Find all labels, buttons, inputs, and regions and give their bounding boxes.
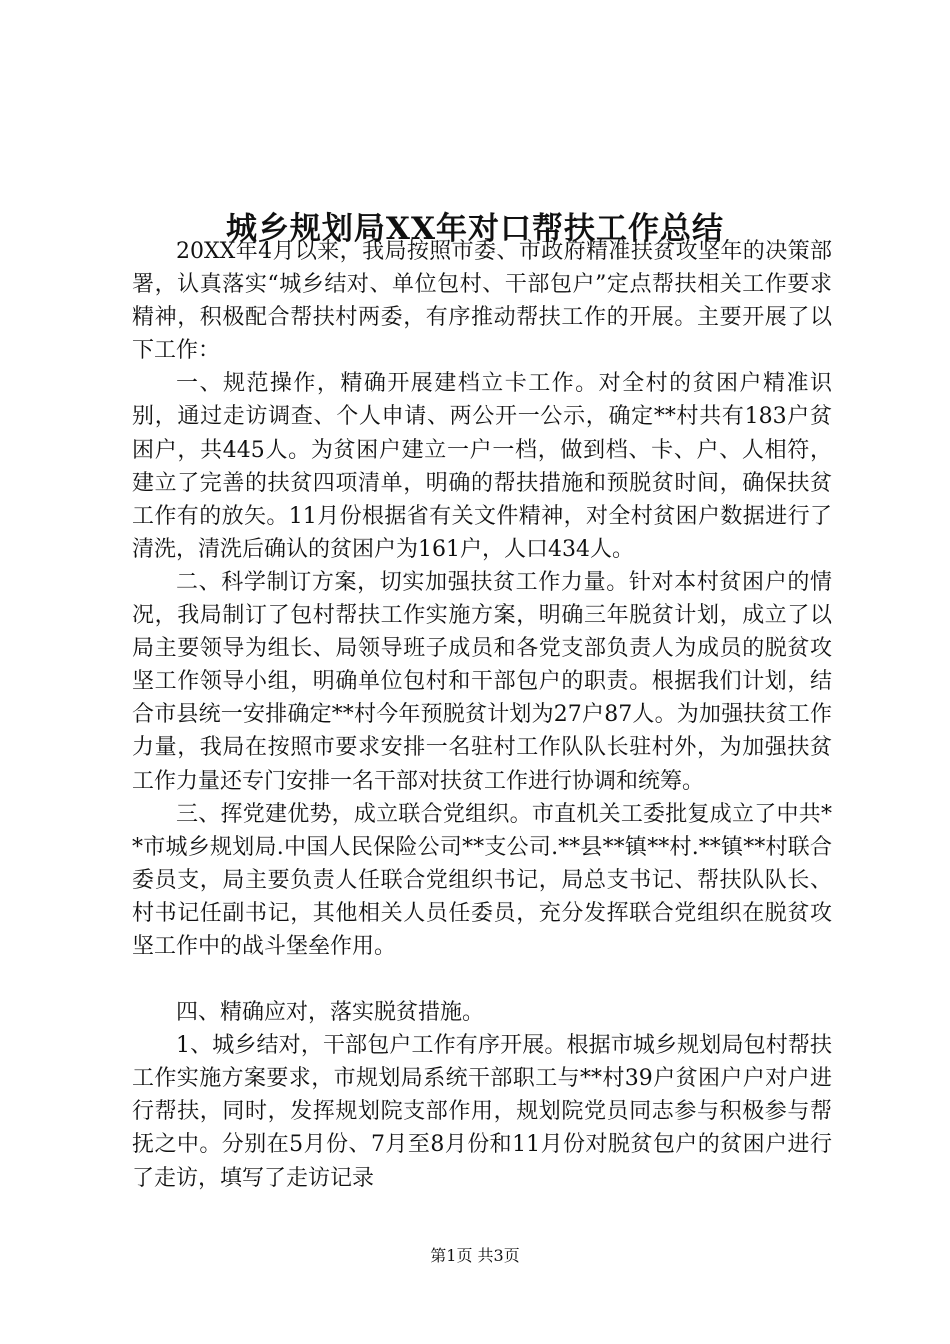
section-4-item-1-paragraph: 1、城乡结对，干部包户工作有序开展。根据市城乡规划局包村帮扶工作实施方案要求，市规划局系统干部职工与**村39户贫困户户对户进行帮扶，同时，发挥规划院支部作用，规划院党员同志参与积极参与帮抚之中。分别在5月份、7月至8月份和11月份对脱贫包户的贫困户进行了走访，填写了走访记录 bbox=[132, 1033, 832, 1191]
document-body bbox=[132, 235, 832, 1195]
section-4-heading: 四、精确应对，落实脱贫措施。 bbox=[176, 1000, 485, 1026]
intro-paragraph: 20XX年4月以来，我局按照市委、市政府精准扶贫攻坚年的决策部署，认真落实“城乡结对、单位包村、干部包户”定点帮扶相关工作要求精神，积极配合帮扶村两委，有序推动帮扶工作的开展。主要开展了以下工作： bbox=[132, 239, 832, 364]
page-footer: 第1页 共3页 bbox=[430, 1246, 520, 1265]
document-title: 城乡规划局XX年对口帮扶工作总结 bbox=[225, 210, 725, 247]
section-3-paragraph: 三、挥党建优势，成立联合党组织。市直机关工委批复成立了中共**市城乡规划局.中国人民保险公司**支公司.**县**镇**村.**镇**村联合委员支，局主要负责人任联合党组织书记，局总支书记、帮扶队队长、村书记任副书记，其他相关人员任委员，充分发挥联合党组织在脱贫攻坚工作中的战斗堡垒作用。 bbox=[132, 801, 832, 959]
section-1-paragraph: 一、规范操作，精确开展建档立卡工作。对全村的贫困户精准识别，通过走访调查、个人申请、两公开一公示，确定**村共有183户贫困户，共445人。为贫困户建立一户一档，做到档、卡、户、人相符，建立了完善的扶贫四项清单，明确的帮扶措施和预脱贫时间，确保扶贫工作有的放矢。11月份根据省有关文件精神，对全村贫困户数据进行了清洗，清洗后确认的贫困户为161户，人口434人。 bbox=[132, 371, 832, 562]
section-2-paragraph: 二、科学制订方案，切实加强扶贫工作力量。针对本村贫困户的情况，我局制订了包村帮扶工作实施方案，明确三年脱贫计划，成立了以局主要领导为组长、局领导班子成员和各党支部负责人为成员的脱贫攻坚工作领导小组，明确单位包村和干部包户的职责。根据我们计划，结合市县统一安排确定**村今年预脱贫计划为27户87人。为加强扶贫工作力量，我局在按照市要求安排一名驻村工作队队长驻村外，为加强扶贫工作力量还专门安排一名干部对扶贫工作进行协调和统筹。 bbox=[132, 569, 832, 794]
